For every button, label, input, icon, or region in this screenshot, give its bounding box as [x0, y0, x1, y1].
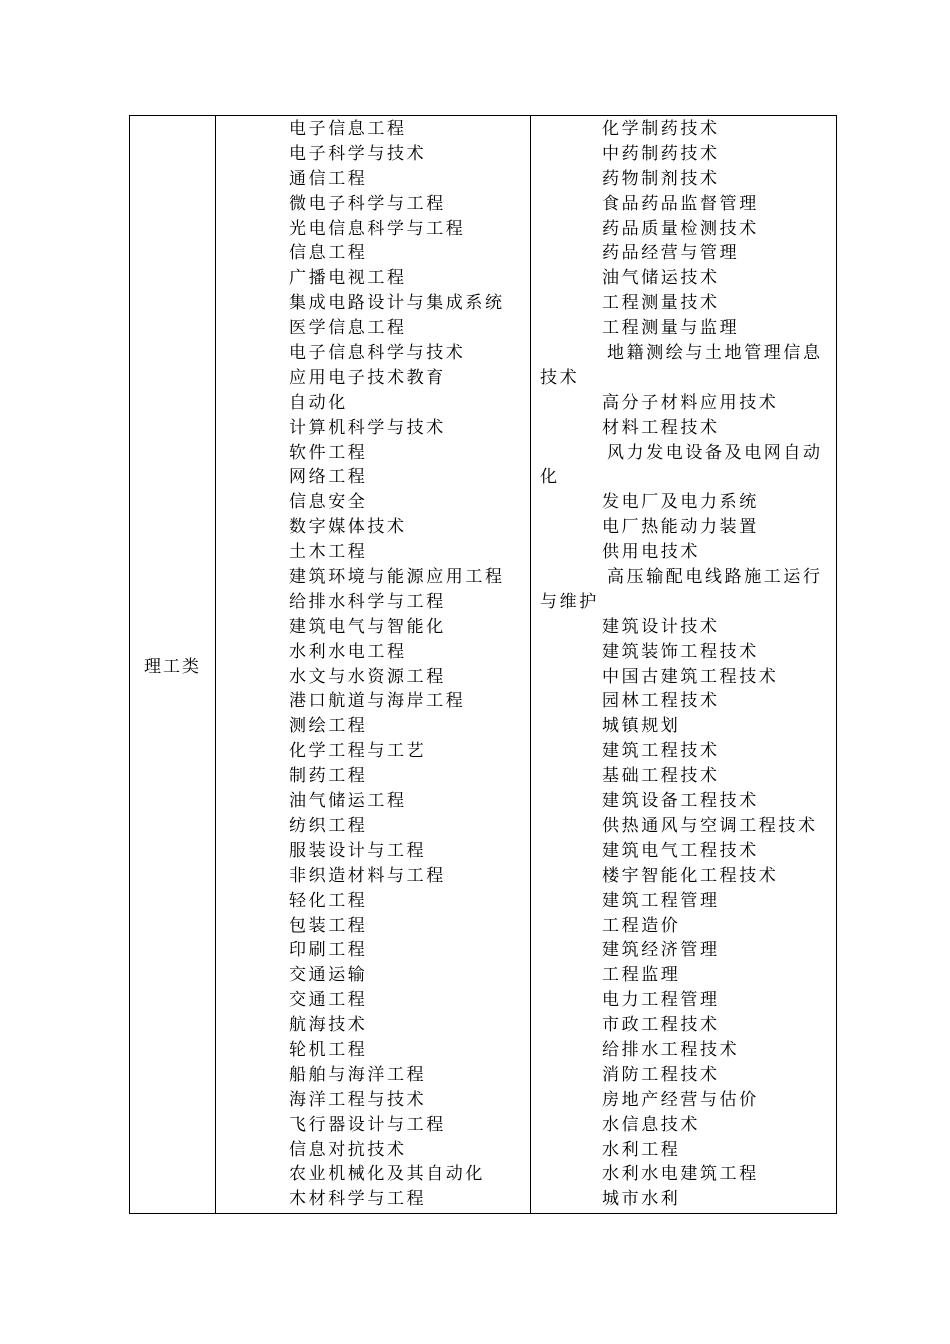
list-item: 地籍测绘与土地管理信息	[607, 343, 823, 364]
list-item: 航海技术	[289, 1015, 368, 1036]
major-table	[129, 115, 837, 1214]
list-item: 纺织工程	[289, 815, 368, 836]
list-item: 水文与水资源工程	[289, 666, 446, 687]
vocational-major-list	[531, 116, 836, 1212]
list-item: 工程造价	[602, 915, 681, 936]
list-item: 轮机工程	[289, 1039, 368, 1060]
list-item: 木材科学与工程	[289, 1189, 427, 1210]
undergraduate-majors-cell	[216, 116, 531, 1214]
list-item: 信息工程	[289, 243, 368, 264]
list-item: 电厂热能动力装置	[602, 517, 759, 538]
list-item: 水利水电工程	[289, 641, 407, 662]
list-item: 土木工程	[289, 542, 368, 563]
list-item: 轻化工程	[289, 890, 368, 911]
list-item: 消防工程技术	[602, 1064, 720, 1085]
list-item: 通信工程	[289, 168, 368, 189]
list-item: 交通工程	[289, 990, 368, 1011]
list-item: 城镇规划	[602, 716, 681, 737]
list-item: 飞行器设计与工程	[289, 1114, 446, 1135]
list-item: 光电信息科学与工程	[289, 218, 466, 239]
list-item: 建筑经济管理	[602, 940, 720, 961]
list-item: 供用电技术	[602, 542, 700, 563]
list-item: 中国古建筑工程技术	[602, 666, 779, 687]
list-item: 发电厂及电力系统	[602, 492, 759, 513]
list-item: 建筑装饰工程技术	[602, 641, 759, 662]
list-item: 广播电视工程	[289, 268, 407, 289]
list-item: 信息安全	[289, 492, 368, 513]
list-item: 风力发电设备及电网自动	[607, 442, 823, 463]
list-item: 药品质量检测技术	[602, 218, 759, 239]
list-item: 城市水利	[602, 1189, 681, 1210]
category-label: 理工类	[144, 657, 201, 677]
category-cell	[130, 116, 216, 1214]
list-item: 数字媒体技术	[289, 517, 407, 538]
list-item: 计算机科学与技术	[289, 417, 446, 438]
table-row	[130, 116, 837, 1214]
list-item: 材料工程技术	[602, 417, 720, 438]
list-item: 建筑电气工程技术	[602, 840, 759, 861]
list-item: 包装工程	[289, 915, 368, 936]
list-item: 微电子科学与工程	[289, 193, 446, 214]
list-item: 制药工程	[289, 766, 368, 787]
list-item: 海洋工程与技术	[289, 1089, 427, 1110]
list-item: 农业机械化及其自动化	[289, 1164, 485, 1185]
list-item: 楼宇智能化工程技术	[602, 865, 779, 886]
list-item: 油气储运技术	[602, 268, 720, 289]
list-item: 医学信息工程	[289, 318, 407, 339]
list-item: 水利水电建筑工程	[602, 1164, 759, 1185]
vocational-majors-cell	[531, 116, 837, 1214]
list-item: 网络工程	[289, 467, 368, 488]
list-item: 基础工程技术	[602, 766, 720, 787]
list-item: 高压输配电线路施工运行	[607, 567, 823, 588]
list-item: 高分子材料应用技术	[602, 392, 779, 413]
list-item: 集成电路设计与集成系统	[289, 293, 505, 314]
list-item: 印刷工程	[289, 940, 368, 961]
list-item: 油气储运工程	[289, 791, 407, 812]
list-item: 电子信息工程	[289, 119, 407, 139]
list-item: 电子信息科学与技术	[289, 343, 466, 364]
list-item-continuation: 技术	[540, 367, 580, 388]
list-item: 电子科学与技术	[289, 143, 427, 164]
list-item: 建筑工程技术	[602, 741, 720, 762]
list-item: 供热通风与空调工程技术	[602, 815, 818, 836]
list-item: 药品经营与管理	[602, 243, 740, 264]
list-item: 测绘工程	[289, 716, 368, 737]
list-item: 中药制药技术	[602, 143, 720, 164]
list-item: 建筑设备工程技术	[602, 791, 759, 812]
list-item: 非织造材料与工程	[289, 865, 446, 886]
list-item: 化学工程与工艺	[289, 741, 427, 762]
list-item: 给排水工程技术	[602, 1039, 740, 1060]
list-item: 建筑环境与能源应用工程	[289, 567, 505, 588]
list-item: 工程监理	[602, 965, 681, 986]
list-item: 港口航道与海岸工程	[289, 691, 466, 712]
list-item: 自动化	[289, 392, 348, 413]
list-item: 食品药品监督管理	[602, 193, 759, 214]
list-item: 电力工程管理	[602, 990, 720, 1011]
list-item: 化学制药技术	[602, 119, 720, 139]
list-item: 园林工程技术	[602, 691, 720, 712]
list-item: 船舶与海洋工程	[289, 1064, 427, 1085]
undergraduate-major-list	[216, 116, 530, 1212]
list-item: 建筑工程管理	[602, 890, 720, 911]
list-item: 房地产经营与估价	[602, 1089, 759, 1110]
list-item: 交通运输	[289, 965, 368, 986]
list-item: 信息对抗技术	[289, 1139, 407, 1160]
list-item: 建筑电气与智能化	[289, 616, 446, 637]
list-item: 市政工程技术	[602, 1015, 720, 1036]
list-item: 服装设计与工程	[289, 840, 427, 861]
list-item: 工程测量技术	[602, 293, 720, 314]
list-item: 水信息技术	[602, 1114, 700, 1135]
list-item: 水利工程	[602, 1139, 681, 1160]
list-item: 应用电子技术教育	[289, 367, 446, 388]
list-item: 药物制剂技术	[602, 168, 720, 189]
list-item-continuation: 与维护	[540, 591, 599, 612]
list-item-continuation: 化	[540, 467, 560, 488]
list-item: 给排水科学与工程	[289, 591, 446, 612]
list-item: 软件工程	[289, 442, 368, 463]
list-item: 建筑设计技术	[602, 616, 720, 637]
list-item: 工程测量与监理	[602, 318, 740, 339]
